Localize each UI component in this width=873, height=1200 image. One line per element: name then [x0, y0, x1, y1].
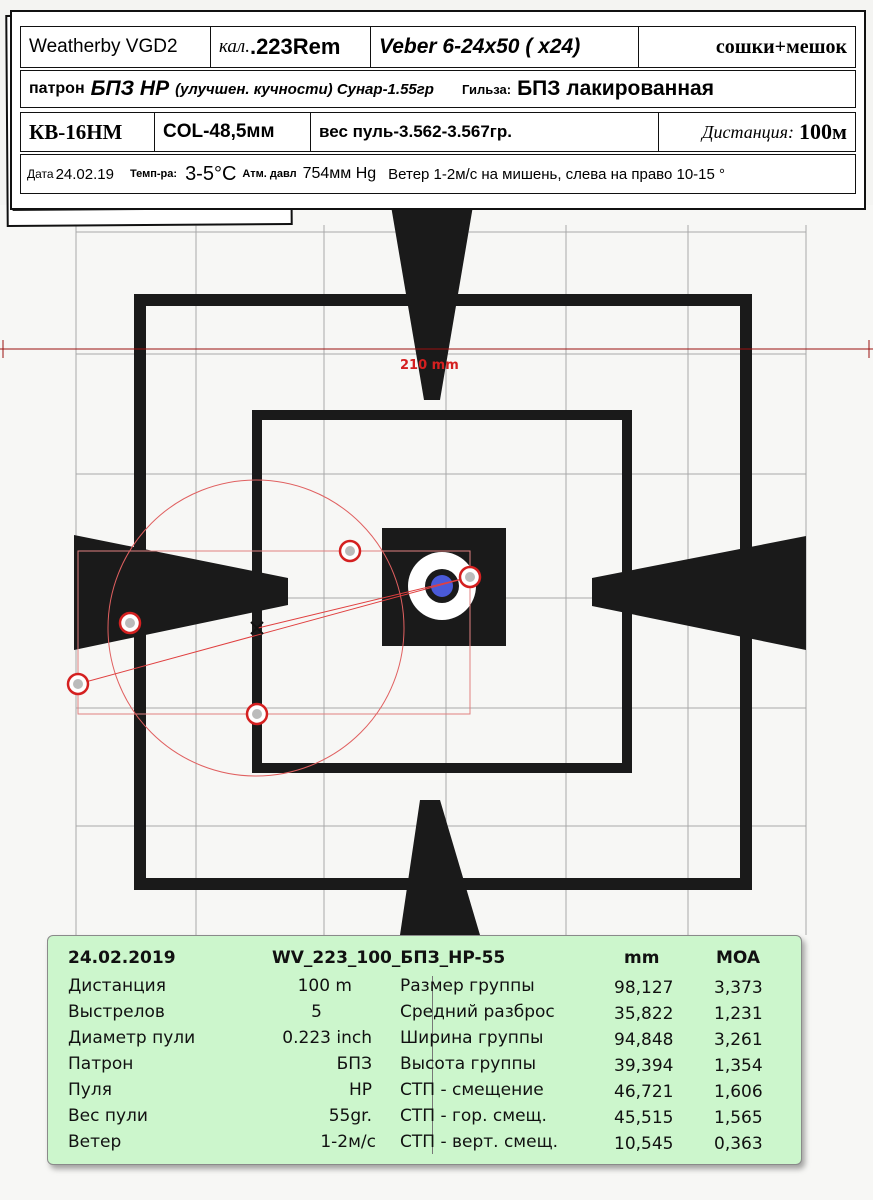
param-value: БПЗ	[336, 1054, 372, 1074]
caliber-value: .223Rem	[249, 34, 341, 59]
results-date: 24.02.2019	[68, 948, 176, 968]
column-header-mm: mm	[624, 948, 660, 968]
param-value: 5	[311, 1002, 322, 1022]
bullet-code: КВ-16НМ	[29, 119, 123, 144]
stat-mm: 10,545	[614, 1134, 674, 1154]
results-panel	[47, 935, 802, 1165]
param-value: 1-2м/с	[320, 1132, 376, 1152]
param-label: Ветер	[68, 1132, 122, 1152]
stat-label: СТП - смещение	[400, 1080, 544, 1100]
pressure-label: Атм. давл	[242, 168, 297, 180]
param-value: HP	[348, 1080, 372, 1100]
stat-label: Средний разброс	[400, 1002, 555, 1022]
param-label: Дистанция	[68, 976, 166, 996]
rest-value: сошки+мешок	[715, 35, 847, 58]
param-label: Выстрелов	[68, 1002, 165, 1022]
stat-moa: 1,354	[714, 1056, 763, 1076]
wind-note: Ветер 1-2м/с на мишень, слева на право 10-15 °	[388, 165, 726, 183]
column-header-moa: MOA	[716, 948, 761, 968]
stat-mm: 45,515	[614, 1108, 674, 1128]
cartridge-label: патрон	[29, 80, 85, 97]
case-label: Гильза:	[461, 81, 512, 97]
param-value: 55gr.	[328, 1106, 372, 1126]
col-value: COL-48,5мм	[163, 121, 275, 142]
header-row-conditions	[20, 154, 856, 194]
stat-label: Размер группы	[400, 976, 535, 996]
bullet-hole	[460, 567, 480, 587]
cartridge-note: (улучшен. кучности) Сунар-1.55гр	[175, 80, 434, 98]
stat-label: Высота группы	[400, 1054, 536, 1074]
cartridge-brand: БПЗ HP	[90, 77, 170, 100]
stat-moa: 1,565	[714, 1108, 763, 1128]
temp-label: Темп-ра:	[129, 168, 178, 180]
results-session: WV_223_100_БПЗ_HP-55	[272, 948, 506, 968]
stat-mm: 98,127	[614, 978, 674, 998]
distance-value: 100м	[799, 119, 847, 144]
header-row-bullet	[20, 112, 856, 152]
stat-moa: 0,363	[714, 1134, 763, 1154]
date-label: Дата	[27, 167, 54, 181]
header-row-rifle	[20, 26, 856, 68]
bullet-weight: вес пуль-3.562-3.567гр.	[319, 122, 512, 141]
distance-label: Дистанция:	[702, 121, 794, 142]
pressure-value: 754мм Hg	[302, 165, 377, 182]
stat-moa: 1,606	[714, 1082, 763, 1102]
stat-mm: 39,394	[614, 1056, 674, 1076]
stat-mm: 46,721	[614, 1082, 674, 1102]
stat-label: СТП - гор. смещ.	[400, 1106, 547, 1126]
date-value: 24.02.19	[55, 165, 114, 183]
param-label: Патрон	[68, 1054, 134, 1074]
bullet-hole	[340, 541, 360, 561]
stat-moa: 3,261	[714, 1030, 763, 1050]
scope-value: Veber 6-24x50 ( x24)	[379, 35, 581, 58]
stat-label: СТП - верт. смещ.	[400, 1132, 559, 1152]
param-value: 100 m	[297, 976, 352, 996]
param-label: Диаметр пули	[68, 1028, 196, 1048]
stat-moa: 1,231	[714, 1004, 763, 1024]
temp-value: 3-5°С	[185, 162, 237, 185]
caliber-label: кал.	[219, 36, 250, 57]
param-value: 0.223 inch	[282, 1028, 372, 1048]
width-dimension-label: 210 mm	[400, 358, 459, 373]
param-label: Вес пули	[68, 1106, 148, 1126]
bullet-hole	[247, 704, 267, 724]
bullet-hole	[68, 674, 88, 694]
case-value: БПЗ лакированная	[517, 77, 714, 100]
param-label: Пуля	[68, 1080, 112, 1100]
rifle-name: Weatherby VGD2	[29, 36, 178, 57]
stat-mm: 94,848	[614, 1030, 674, 1050]
stat-moa: 3,373	[714, 978, 763, 998]
stat-mm: 35,822	[614, 1004, 674, 1024]
bullet-hole	[120, 613, 140, 633]
stat-label: Ширина группы	[400, 1028, 544, 1048]
header-card	[10, 10, 866, 210]
header-row-cartridge	[20, 70, 856, 108]
